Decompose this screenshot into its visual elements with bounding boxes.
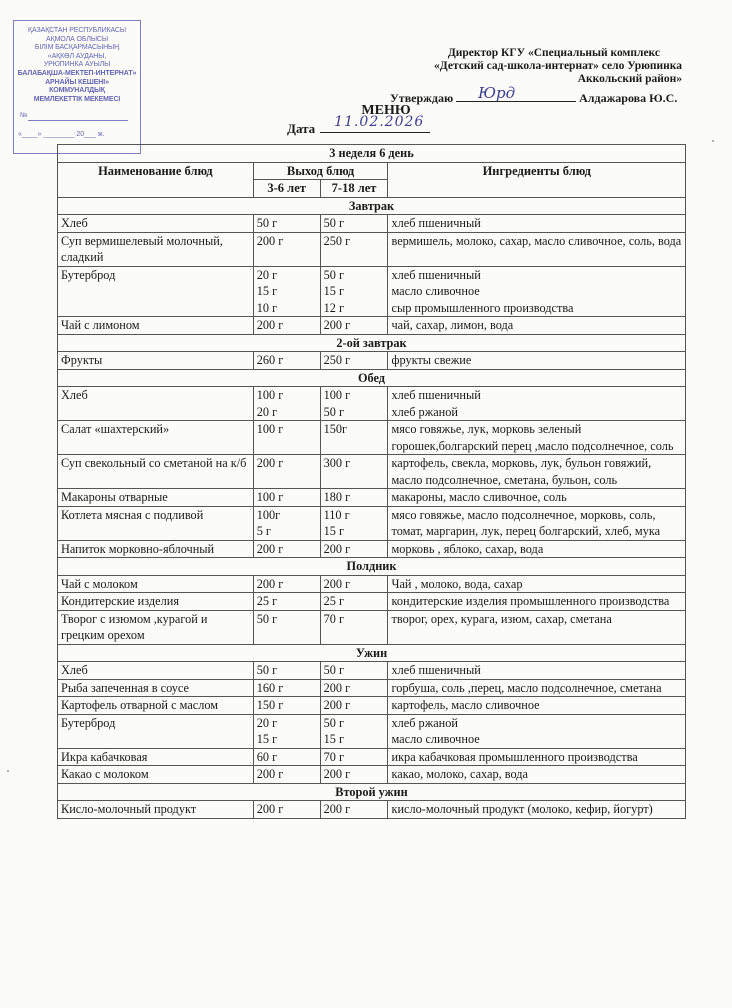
portion-7-18-value: 70 г [323,749,345,764]
ingredients-value: творог, орех, курага, изюм, сахар, сметана [391,611,612,626]
portion-3-6-value: 200 г [256,767,284,781]
ingredients-cell [388,266,686,317]
portion-3-6-cell [253,421,320,455]
header-age-7-18: 7-18 лет [320,180,388,198]
meal-section-row [58,644,686,662]
meal-section-row [58,197,686,215]
portion-7-18-cell [320,215,388,233]
portion-7-18-value: 300 г [323,456,351,470]
dish-name: Творог с изюмом ,курагой и грецким орехом [58,610,254,644]
portion-3-6-cell [253,266,320,317]
portion-7-18-value: 200 г [323,767,351,781]
portion-3-6-value: 50 г [256,611,278,626]
dish-row [58,662,686,680]
portion-3-6-value: 15 г [256,732,278,746]
portion-3-6-cell [253,593,320,611]
ingredients-value: хлеб пшеничный [391,663,481,677]
portion-3-6-cell [253,662,320,680]
approval-block [352,47,682,86]
dish-row [58,455,686,489]
dish-row [58,575,686,593]
ingredients-cell [388,317,686,335]
dish-row [58,766,686,784]
portion-7-18-cell [320,232,388,266]
dish-row [58,506,686,540]
dish-row [58,352,686,370]
portion-7-18-cell [320,575,388,593]
header-age-3-6: 3-6 лет [253,180,320,198]
portion-7-18-cell [320,662,388,680]
stamp-line: АРНАЙЫ КЕШЕНІ» [45,78,109,86]
ingredients-value: икра кабачковая промышленного производства [391,749,638,764]
portion-3-6-cell [253,455,320,489]
ingredients-cell [388,714,686,748]
meal-section-row [58,783,686,801]
portion-3-6-value: 100 г [256,490,284,504]
dish-row [58,489,686,507]
portion-7-18-value: 12 г [323,300,345,315]
stamp-line: «АҚКӨЛ АУДАНЫ, [47,52,107,60]
portion-3-6-value: 20 г [256,267,278,282]
scan-speck [712,140,714,142]
signer-name: Алдажарова Ю.С. [579,91,678,105]
dish-name: Икра кабачковая [58,748,254,766]
dish-name: Хлеб [58,215,254,233]
date-row [287,114,430,137]
portion-7-18-value: 200 г [323,576,351,591]
portion-7-18-cell [320,766,388,784]
portion-3-6-cell [253,540,320,558]
portion-3-6-value: 100г [256,507,281,522]
ingredients-value: хлеб пшеничный [391,267,481,282]
ingredients-cell [388,455,686,489]
portion-7-18-value: 150г [323,422,348,436]
portion-3-6-value: 15 г [256,284,278,298]
portion-7-18-value: 15 г [323,524,345,538]
ingredients-value: сыр промышленного производства [391,300,574,315]
portion-7-18-cell [320,489,388,507]
dish-name: Макароны отварные [58,489,254,507]
portion-3-6-value: 200 г [256,318,284,332]
portion-7-18-value: 200 г [323,698,351,712]
portion-7-18-cell [320,266,388,317]
portion-7-18-cell [320,387,388,421]
stamp-line: БАЛАБАҚША-МЕКТЕП-ИНТЕРНАТ» [17,69,137,77]
ingredients-value: масло сливочное [391,732,480,746]
portion-3-6-value: 200 г [256,802,284,816]
ingredients-cell [388,610,686,644]
portion-7-18-cell [320,540,388,558]
week-day-header: 3 неделя 6 день [58,145,686,163]
portion-7-18-cell [320,679,388,697]
portion-7-18-value: 70 г [323,611,345,626]
portion-7-18-value: 250 г [323,353,351,367]
signature-line [456,84,576,102]
dish-name: Суп свекольный со сметаной на к/б [58,455,254,489]
portion-3-6-value: 5 г [256,524,271,538]
dish-name: Напиток морковно-яблочный [58,540,254,558]
ingredients-value: какао, молоко, сахар, вода [391,767,529,781]
dish-row [58,679,686,697]
dish-name: Картофель отварной с маслом [58,697,254,715]
meal-section-title: Ужин [58,644,686,662]
portion-3-6-value: 260 г [256,353,284,367]
dish-row [58,801,686,819]
approve-label: Утверждаю [390,91,454,105]
portion-3-6-value: 200 г [256,456,284,470]
dish-name: Чай с молоком [58,575,254,593]
ingredients-value: чай, сахар, лимон, вода [391,318,514,332]
stamp-text [14,27,140,104]
menu-title: МЕНЮ [361,103,411,118]
menu-table-body [58,197,686,818]
ingredients-value: хлеб пшеничный [391,388,481,402]
ingredients-value: вермишель, молоко, сахар, масло сливочное, соль, вода [391,233,682,248]
portion-7-18-value: 250 г [323,233,351,248]
portion-7-18-value: 100 г [323,388,351,402]
dish-name: Чай с лимоном [58,317,254,335]
dish-name: Какао с молоком [58,766,254,784]
ingredients-value: кондитерские изделия промышленного производства [391,594,670,608]
portion-3-6-cell [253,387,320,421]
ingredients-cell [388,766,686,784]
stamp-line: МЕМЛЕКЕТТІК МЕКЕМЕСІ [33,95,121,103]
dish-row [58,232,686,266]
portion-3-6-cell [253,610,320,644]
portion-7-18-value: 200 г [323,318,351,332]
header-ingredients: Ингредиенты блюд [388,162,686,197]
portion-3-6-value: 200 г [256,233,284,248]
menu-table [57,144,686,819]
portion-3-6-value: 150 г [256,698,284,712]
portion-7-18-value: 50 г [323,404,345,419]
handwritten-date: 11.02.2026 [334,114,425,130]
portion-7-18-cell [320,610,388,644]
portion-7-18-cell [320,352,388,370]
ingredients-value: кисло-молочный продукт (молоко, кефир, йогурт) [391,802,653,816]
ingredients-value: хлеб ржаной [391,715,458,730]
dish-name: Рыба запеченная в соусе [58,679,254,697]
portion-7-18-cell [320,506,388,540]
stamp-line: КОММУНАЛДЫҚ [49,87,105,95]
approval-line-1: Директор КГУ «Специальный комплекс [447,47,660,59]
portion-7-18-value: 50 г [323,663,345,677]
portion-3-6-value: 20 г [256,715,278,730]
dish-name: Бутерброд [58,714,254,748]
ingredients-value: масло сливочное [391,284,480,298]
ingredients-cell [388,575,686,593]
portion-3-6-value: 100 г [256,388,284,402]
header-dish-name: Наименование блюд [58,162,254,197]
portion-3-6-value: 60 г [256,749,278,764]
dish-name: Фрукты [58,352,254,370]
portion-7-18-cell [320,801,388,819]
portion-7-18-value: 200 г [323,802,351,816]
ingredients-cell [388,506,686,540]
ingredients-cell [388,540,686,558]
portion-7-18-value: 50 г [323,715,345,730]
portion-3-6-value: 10 г [256,300,278,315]
ingredients-cell [388,489,686,507]
dish-name: Суп вермишелевый молочный, сладкий [58,232,254,266]
stamp-number-label: № [20,112,28,120]
ingredients-value: мясо говяжье, лук, морковь зеленый горошек,болгарский перец ,масло подсолнечное, соль [391,422,674,453]
portion-7-18-value: 15 г [323,284,345,298]
portion-3-6-cell [253,317,320,335]
portion-7-18-value: 180 г [323,490,351,504]
stamp-line: БІЛІМ БАСҚАРМАСЫНЫҢ [34,44,120,52]
ingredients-cell [388,697,686,715]
ingredients-cell [388,352,686,370]
handwritten-signature: Юрд [478,84,516,102]
ingredients-value: хлеб пшеничный [391,216,481,230]
dish-row [58,266,686,317]
ingredients-cell [388,232,686,266]
dish-row [58,610,686,644]
dish-row [58,593,686,611]
header-output: Выход блюд [253,162,388,180]
official-stamp [13,20,141,154]
portion-3-6-value: 200 г [256,541,284,556]
approval-line-2: «Детский сад-школа-интернат» село Урюпинка [434,60,682,72]
ingredients-value: картофель, свекла, морковь, лук, бульон говяжий, масло подсолнечное, сметана, бульон, соль [391,456,652,487]
portion-7-18-value: 200 г [323,541,351,556]
ingredients-value: горбуша, соль ,перец, масло подсолнечное, сметана [391,680,662,695]
dish-row [58,421,686,455]
ingredients-value: макароны, масло сливочное, соль [391,490,567,504]
portion-7-18-value: 50 г [323,216,345,230]
meal-section-row [58,334,686,352]
meal-section-title: 2-ой завтрак [58,334,686,352]
ingredients-value: фрукты свежие [391,353,472,367]
dish-row [58,748,686,766]
portion-7-18-cell [320,455,388,489]
portion-3-6-cell [253,801,320,819]
ingredients-value: хлеб ржаной [391,404,458,419]
ingredients-cell [388,387,686,421]
meal-section-row [58,558,686,576]
dish-row [58,387,686,421]
portion-3-6-cell [253,489,320,507]
meal-section-row [58,369,686,387]
ingredients-value: морковь , яблоко, сахар, вода [391,541,544,556]
stamp-line: УРЮПИНКА АУЫЛЫ [43,61,111,69]
portion-3-6-value: 100 г [256,422,284,436]
dish-name: Салат «шахтерский» [58,421,254,455]
ingredients-cell [388,593,686,611]
date-label: Дата [287,121,316,136]
portion-3-6-value: 200 г [256,576,284,591]
dish-name: Котлета мясная с подливой [58,506,254,540]
portion-7-18-cell [320,317,388,335]
portion-7-18-cell [320,421,388,455]
portion-7-18-value: 200 г [323,680,351,695]
dish-name: Бутерброд [58,266,254,317]
stamp-date-field: «____» ________ 20___ ж. [18,130,105,138]
ingredients-cell [388,748,686,766]
portion-3-6-cell [253,506,320,540]
dish-row [58,317,686,335]
dish-name: Хлеб [58,662,254,680]
ingredients-cell [388,801,686,819]
portion-3-6-cell [253,679,320,697]
portion-3-6-cell [253,352,320,370]
portion-3-6-cell [253,215,320,233]
portion-3-6-cell [253,748,320,766]
portion-3-6-cell [253,766,320,784]
portion-7-18-cell [320,697,388,715]
portion-3-6-value: 20 г [256,404,278,419]
ingredients-cell [388,679,686,697]
portion-3-6-cell [253,697,320,715]
scan-speck [7,770,9,772]
portion-3-6-cell [253,232,320,266]
approval-line-3: Аккольский район» [577,73,682,85]
meal-section-title: Полдник [58,558,686,576]
meal-section-title: Второй ужин [58,783,686,801]
ingredients-value: мясо говяжье, масло подсолнечное, морковь, соль, томат, маргарин, лук, перец болгарский, хлеб, мука [391,507,661,538]
stamp-line: ҚАЗАҚСТАН РЕСПУБЛИКАСЫ [28,27,126,34]
dish-name: Хлеб [58,387,254,421]
ingredients-value: Чай , молоко, вода, сахар [391,576,523,591]
ingredients-cell [388,662,686,680]
ingredients-value: картофель, масло сливочное [391,698,540,712]
portion-7-18-cell [320,593,388,611]
portion-3-6-value: 160 г [256,680,284,695]
meal-section-title: Завтрак [58,197,686,215]
portion-7-18-value: 25 г [323,594,345,608]
portion-3-6-value: 50 г [256,663,278,677]
dish-row [58,215,686,233]
portion-7-18-value: 110 г [323,507,350,522]
portion-7-18-value: 50 г [323,267,345,282]
portion-7-18-value: 15 г [323,732,345,746]
meal-section-title: Обед [58,369,686,387]
dish-name: Кисло-молочный продукт [58,801,254,819]
dish-name: Кондитерские изделия [58,593,254,611]
portion-3-6-cell [253,714,320,748]
portion-3-6-value: 50 г [256,216,278,230]
ingredients-cell [388,421,686,455]
stamp-line: АҚМОЛА ОБЛЫСЫ [46,35,108,43]
dish-row [58,697,686,715]
portion-3-6-value: 25 г [256,594,278,608]
date-line [320,114,430,133]
dish-row [58,540,686,558]
dish-row [58,714,686,748]
portion-7-18-cell [320,714,388,748]
ingredients-cell [388,215,686,233]
portion-7-18-cell [320,748,388,766]
portion-3-6-cell [253,575,320,593]
